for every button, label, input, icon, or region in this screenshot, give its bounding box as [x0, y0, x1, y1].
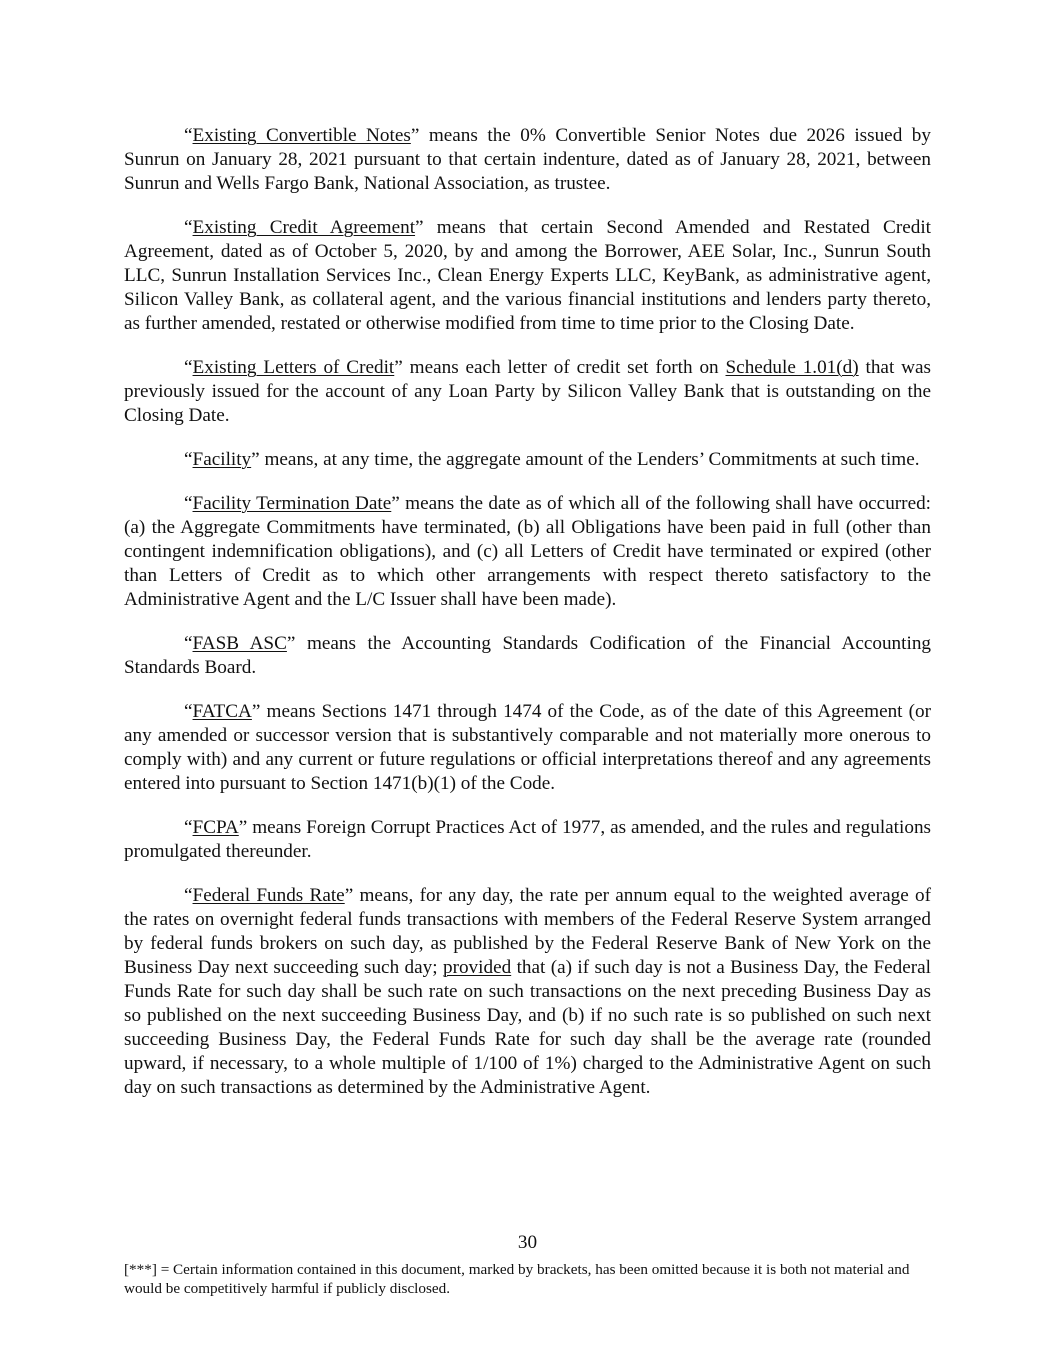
open-quote: “ — [184, 633, 193, 654]
close-quote: ” — [251, 449, 260, 470]
defined-term: Existing Letters of Credit — [192, 357, 395, 378]
close-quote: ” — [238, 817, 248, 838]
close-quote: ” — [286, 633, 296, 654]
close-quote: ” — [344, 885, 354, 906]
definition-text: means, for any day, the rate per annum equal to the weighted average of the rates on overnight federal funds transactions with members of the Federal Reserve System arranged by federal funds brokers on such day, as published by the Federal Reserve Bank of New York on the Business Day next succeeding such day; — [124, 885, 931, 978]
close-quote: ” — [391, 493, 400, 514]
definition-text: means each letter of credit set forth on — [402, 357, 726, 378]
open-quote: “ — [184, 217, 193, 238]
open-quote: “ — [184, 449, 193, 470]
definition-text: means Sections 1471 through 1474 of the Code, as of the date of this Agreement (or any amended or successor version that is substantively comparable and not materially more onerous to comply with) and any current or future regulations or official interpretations thereof and any agreements entered into pursuant to Section 1471(b)(1) of the Code. — [124, 701, 931, 794]
defined-term: Existing Convertible Notes — [192, 125, 411, 146]
definition-text: means Foreign Corrupt Practices Act of 1977, as amended, and the rules and regulations promulgated thereunder. — [124, 817, 931, 862]
defined-term: FATCA — [192, 701, 252, 722]
open-quote: “ — [184, 701, 193, 722]
defined-term: FASB ASC — [192, 633, 287, 654]
definition-text: means the 0% Convertible Senior Notes due 2026 issued by Sunrun on January 28, 2021 pursuant to that certain indenture, dated as of January 28, 2021, between Sunrun and Wells Fargo Bank, National Association, as trustee. — [124, 125, 931, 194]
open-quote: “ — [184, 817, 193, 838]
schedule-reference: Schedule 1.01(d) — [725, 357, 859, 378]
page-number: 30 — [517, 1232, 538, 1253]
defined-term: Federal Funds Rate — [192, 885, 345, 906]
definition-existing-letters-of-credit — [124, 356, 931, 428]
open-quote: “ — [184, 885, 193, 906]
defined-term: Existing Credit Agreement — [192, 217, 416, 238]
definition-text: means the date as of which all of the following shall have occurred: (a) the Aggregate Commitments have terminated, (b) all Obligations have been paid in full (other than contingent indemnification obligations), and (c) all Letters of Credit have terminated or expired (other than Letters of Credit as to which other arrangements with respect thereto satisfactory to the Administrative Agent and the L/C Issuer shall have been made). — [124, 493, 932, 610]
definition-existing-credit-agreement — [124, 216, 931, 336]
redaction-footnote: [***] = Certain information contained in this document, marked by brackets, has been omitted because it is both not material and would be competitively harmful if publicly disclosed. — [124, 1261, 910, 1297]
close-quote: ” — [394, 357, 403, 378]
defined-term: FCPA — [192, 817, 239, 838]
defined-term: Facility — [192, 449, 252, 470]
open-quote: “ — [184, 493, 193, 514]
open-quote: “ — [184, 125, 193, 146]
definition-fatca — [124, 700, 931, 796]
close-quote: ” — [251, 701, 261, 722]
definition-fasb-asc — [124, 632, 931, 680]
definition-text: that was previously issued for the account of any Loan Party by Silicon Valley Bank that is outstanding on the Closing Date. — [124, 357, 931, 426]
definition-text: means, at any time, the aggregate amount of the Lenders’ Commitments at such time. — [259, 449, 920, 470]
definition-text: that (a) if such day is not a Business Day, the Federal Funds Rate for such day shall be such rate on such transactions on the next preceding Business Day as so published on the next succeeding Business Day, and (b) if no such rate is so published on such next succeeding Business Day, the Federal Funds Rate for such day shall be the average rate (rounded upward, if necessary, to a whole multiple of 1/100 of 1%) charged to the Administrative Agent on such day on such transactions as determined by the Administrative Agent. — [124, 957, 931, 1098]
document-body — [124, 124, 931, 1120]
open-quote: “ — [184, 357, 193, 378]
definition-fcpa — [124, 816, 931, 864]
definition-text: means the Accounting Standards Codification of the Financial Accounting Standards Board. — [124, 633, 932, 678]
definition-existing-convertible-notes — [124, 124, 931, 196]
close-quote: ” — [410, 125, 420, 146]
definition-federal-funds-rate — [124, 884, 931, 1100]
defined-term: Facility Termination Date — [192, 493, 392, 514]
close-quote: ” — [415, 217, 424, 238]
proviso-term: provided — [442, 957, 512, 978]
definition-text: means that certain Second Amended and Restated Credit Agreement, dated as of October 5, 2020, by and among the Borrower, AEE Solar, Inc., Sunrun South LLC, Sunrun Installation Services Inc., Clean Energy Experts LLC, KeyBank, as administrative agent, Silicon Valley Bank, as collateral agent, and the various financial institutions and lenders party thereto, as further amended, restated or otherwise modified from time to time prior to the Closing Date. — [124, 217, 931, 334]
definition-facility — [124, 448, 931, 472]
definition-facility-termination-date — [124, 492, 931, 612]
